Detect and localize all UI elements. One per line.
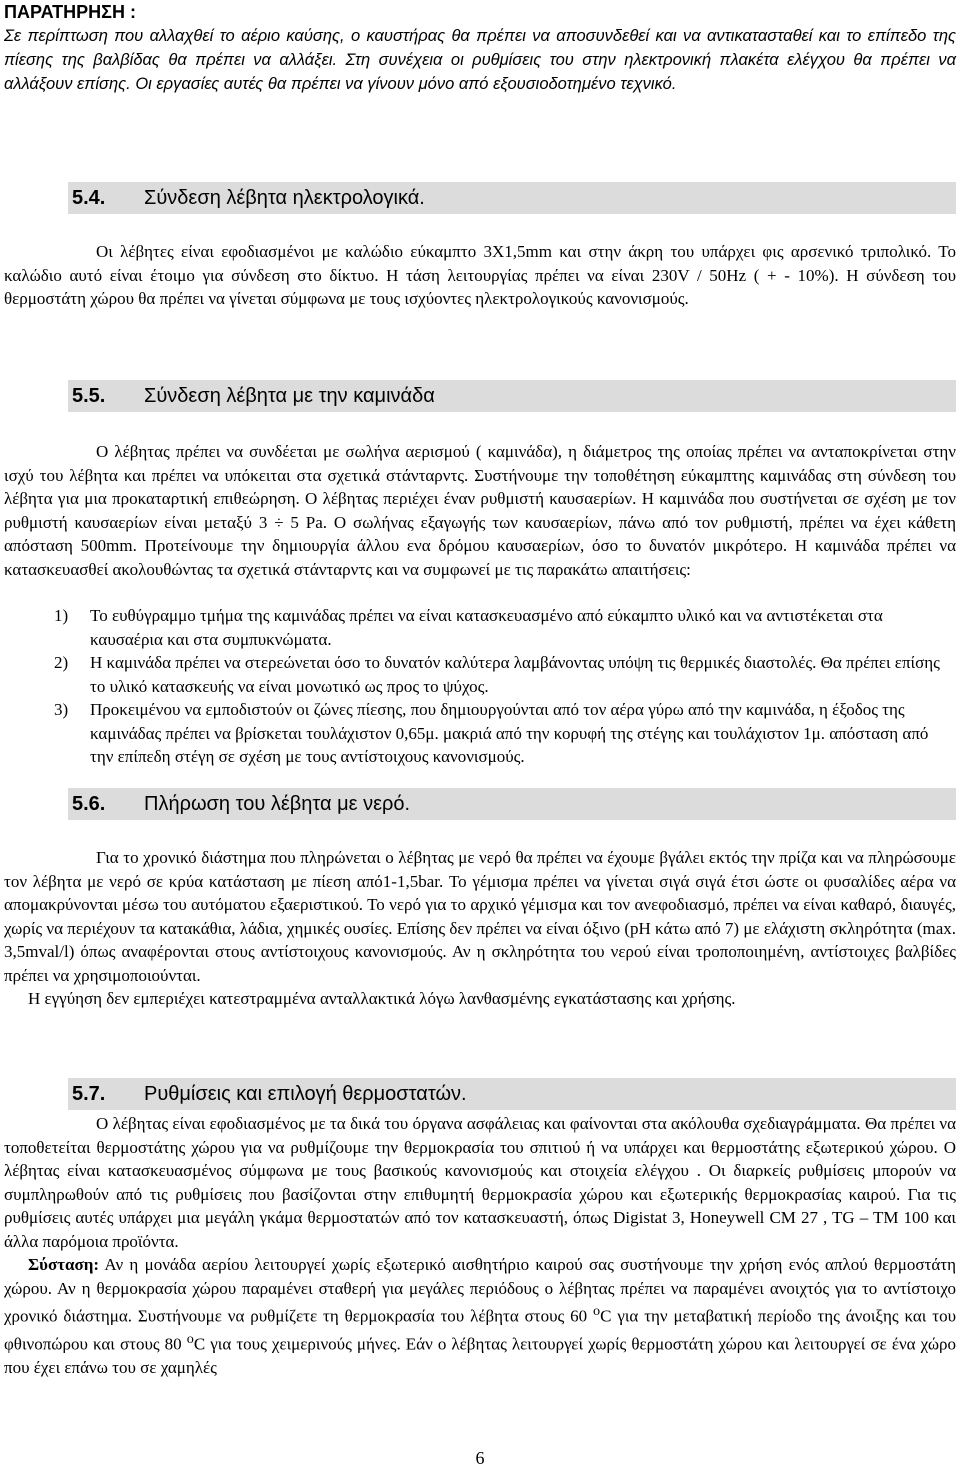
paragraph: Ο λέβητας είναι εφοδιασμένος με τα δικά του όργανα ασφάλειας και φαίνονται στα ακόλουθα σχεδιαγράμματα. Θα πρέπει να τοποθετείται θερμοστάτης χώρου για να ρυθμίζουμε την θερμοκρασία του σπιτιού ή να υπάρχει και θερμοστάτης εξωτερικού χώρου. Ο λέβητας είναι κατασκευασμένος σύμφωνα με τους βασικούς κανονισμούς και στοιχεία ελέγχου . Οι διαρκείς ρυθμίσεις μπορούν να συμπληρωθούν από τις ρυθμίσεις που βασίζονται στην επιθυμητή θερμοκρασία χώρου και εξωτερικής θερμοκρασίας καιρού. Για τις ρυθμίσεις αυτές υπάρχει μια μεγάλη γκάμα θερμοστατών από τον κατασκευαστή, όπως Digistat 3, Honeywell CM 27 , TG – TM 100 και άλλα παρόμοια προϊόντα. xyxy=(4,1114,956,1251)
section-title: Σύνδεση λέβητα με την καμινάδα xyxy=(144,385,435,407)
list-item-text: Η καμινάδα πρέπει να στερεώνεται όσο το δυνατόν καλύτερα λαμβάνοντας υπόψη τις θερμικές διαστολές. Θα πρέπει επίσης το υλικό κατασκευής να είναι μονωτικό ως προς το ψύχος. xyxy=(90,653,940,696)
list-item-text: Το ευθύγραμμο τμήμα της καμινάδας πρέπει να είναι κατασκευασμένο από εύκαμπτο υλικό και να αντιστέκεται στα καυσαέρια και στα συμπυκνώματα. xyxy=(90,606,883,649)
section-heading-5-4 xyxy=(68,182,956,214)
list-item xyxy=(4,698,956,769)
list-item-number: 3) xyxy=(54,700,69,719)
note-title: ΠΑΡΑΤΗΡΗΣΗ : xyxy=(4,2,136,22)
section-number: 5.4. xyxy=(72,187,106,209)
list-item xyxy=(4,604,956,651)
degree-mark: o xyxy=(593,1303,601,1319)
paragraph: Οι λέβητες είναι εφοδιασμένοι με καλώδιο εύκαμπτο 3Χ1,5mm και στην άκρη του υπάρχει φις αρσενικό τριπολικό. Το καλώδιο αυτό είναι έτοιμο για σύνδεση στο δίκτυο. Η τάση λειτουργίας πρέπει να είναι 230V / 50Hz ( + - 10%). Η σύνδεση του θερμοστάτη χώρου θα πρέπει να γίνεται σύμφωνα με τους ισχύοντες ηλεκτρολογικούς κανονισμούς. xyxy=(4,242,956,308)
section-title: Σύνδεση λέβητα ηλεκτρολογικά. xyxy=(144,187,425,209)
section-5-4-body xyxy=(4,240,956,311)
paragraph: Η εγγύηση δεν εμπεριέχει κατεστραμμένα ανταλλακτικά λόγω λανθασμένης εγκατάστασης και χρήσης. xyxy=(28,989,736,1008)
section-heading-5-5 xyxy=(68,380,956,412)
list-item xyxy=(4,651,956,698)
section-heading-5-6 xyxy=(68,788,956,820)
recommendation-label: Σύσταση: xyxy=(28,1255,100,1274)
recommendation-text: Αν η μονάδα αερίου λειτουργεί χωρίς εξωτερικό αισθητήριο καιρού σας συστήνουμε την χρήση ενός απλού θερμοστάτη χώρου. Αν η θερμοκρασία χώρου παραμένει σταθερή για μεγάλες περιόδους ο λέβητας πρέπει να παραμένει ανοιχτός για το αντίστοιχο χρονικό διάστημα. Συστήνουμε να ρυθμίζετε τη θερμοκρασία του λέβητα στους 60 xyxy=(4,1255,956,1326)
recommendation-text-3: C για τους χειμερινούς μήνες. Εάν ο λέβητας λειτουργεί χωρίς θερμοστάτη χώρου και λειτουργεί σε ένα χώρο που έχει επάνω του σε χαμηλές xyxy=(4,1334,956,1378)
recommendation-paragraph xyxy=(4,1253,956,1380)
list-item-text: Προκειμένου να εμποδιστούν οι ζώνες πίεσης, που δημιουργούνται από τον αέρα γύρω από την καμινάδα, η έξοδος της καμινάδας πρέπει να βρίσκεται τουλάχιστον 0,65μ. μακριά από την κορυφή της στέγης και τουλάχιστον 1μ. απόσταση από την επίπεδη στέγη σε σχέση με τους αντίστοιχους κανονισμούς. xyxy=(90,700,929,766)
section-number: 5.7. xyxy=(72,1083,106,1105)
page-number: 6 xyxy=(475,1448,485,1468)
requirements-list xyxy=(4,604,956,769)
degree-mark: o xyxy=(186,1331,194,1348)
section-5-6-body xyxy=(4,846,956,1011)
section-heading-5-7 xyxy=(68,1078,956,1110)
section-5-5-body xyxy=(4,440,956,581)
section-title: Ρυθμίσεις και επιλογή θερμοστατών. xyxy=(144,1083,467,1105)
section-title: Πλήρωση του λέβητα με νερό. xyxy=(144,793,411,815)
section-number: 5.6. xyxy=(72,793,106,815)
section-5-7-body xyxy=(4,1112,956,1380)
paragraph: Ο λέβητας πρέπει να συνδέεται με σωλήνα αερισμού ( καμινάδα), η διάμετρος της οποίας πρέπει να ανταποκρίνεται στην ισχύ του λέβητα και πρέπει να υπόκειται στα σχετικά στάνταρντς. Συστήνουμε την τοποθέτηση εύκαμπτης καμινάδας στη σύνδεση του λέβητα για μια προκαταρτική επιθεώρηση. Ο λέβητας περιέχει έναν ρυθμιστή καυσαερίων. Η καμινάδα που συστήνεται σε σχέση με τον ρυθμιστή καυσαερίων είναι μεταξύ 3 ÷ 5 Pa. Ο σωλήνας εξαγωγής των καυσαερίων, πάνω από τον ρυθμιστή, πρέπει να έχει κάθετη απόσταση 500mm. Προτείνουμε την δημιουργία άλλου ενα δρόμου καυσαερίων, όσο το δυνατόν μικρότερο. Η καμινάδα πρέπει να κατασκευασθεί ακολουθώντας τα σχετικά στάνταρντς και να συμφωνεί με τις παρακάτω απαιτήσεις: xyxy=(4,442,956,579)
list-item-number: 1) xyxy=(54,606,69,625)
section-number: 5.5. xyxy=(72,385,106,407)
paragraph: Για το χρονικό διάστημα που πληρώνεται ο λέβητας με νερό θα πρέπει να έχουμε βγάλει εκτός την πρίζα και να πληρώσουμε τον λέβητα με νερό σε κρύα κατάσταση με πίεση από1-1,5bar. Το γέμισμα πρέπει να γίνεται σιγά σιγά έτσι ώστε οι φυσαλίδες αέρα να απομακρύνονται μέσω του αυτόματου εξαεριστικού. Το νερό για το αρχικό γέμισμα και τον ανεφοδιασμό, πρέπει να είναι καθαρό, διαυγές, χωρίς να περιέχουν τα κατακάθια, λάδια, χημικές ουσίες. Επίσης δεν πρέπει να είναι όξινο (pH κάτω από 7) με ελάχιστη σκληρότητα (max. 3,5mval/l) όπως αναφέρονται στους αντίστοιχους κανονισμούς. Αν η σκληρότητα του νερού είναι τροποποιημένη, αντίστοιχες βαλβίδες πρέπει να χρησιμοποιούνται. xyxy=(4,848,956,985)
recommendation-text-2: C για την μεταβατική περίοδο της άνοιξης και του φθινοπώρου και στους 80 xyxy=(4,1306,957,1354)
list-item-number: 2) xyxy=(54,653,69,672)
note-text: Σε περίπτωση που αλλαχθεί το αέριο καύσης, ο καυστήρας θα πρέπει να αποσυνδεθεί και να αντικατασταθεί και το επίπεδο της πίεσης της βαλβίδας θα πρέπει να αλλάξει. Στη συνέχεια οι ρυθμίσεις του στην ηλεκτρονική πλακέτα ελέγχου θα πρέπει να αλλάξουν επίσης. Οι εργασίες αυτές θα πρέπει να γίνουν μόνο από εξουσιοδοτημένο τεχνικό. xyxy=(4,27,956,93)
